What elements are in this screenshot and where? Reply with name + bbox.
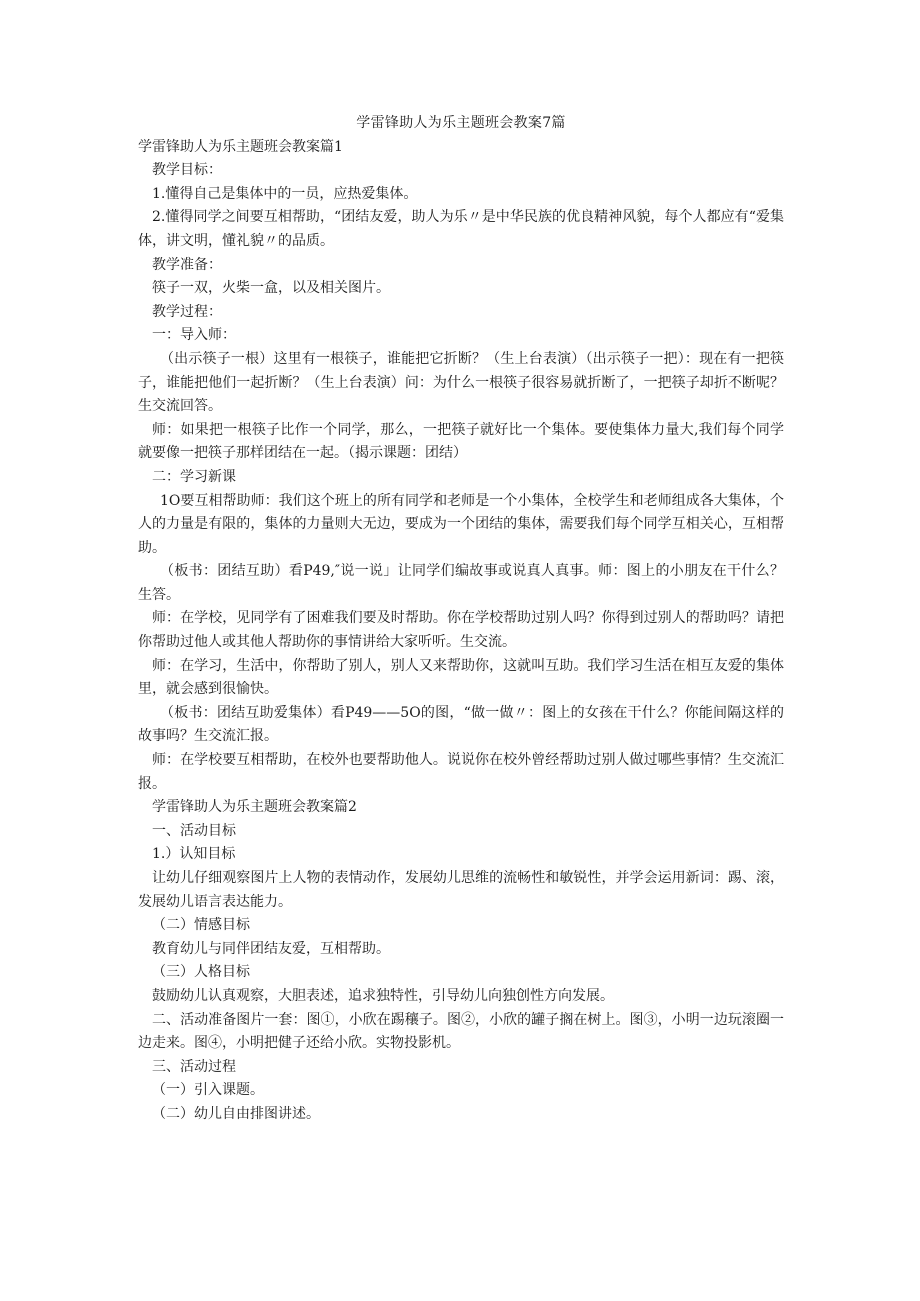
paragraph: （三）人格目标	[152, 964, 250, 981]
paragraph: 学雷锋助人为乐主题班会教案篇1	[138, 138, 343, 155]
paragraph: 教育幼儿与同伴团结友爱，互相帮助。	[152, 940, 390, 957]
paragraph: 师：在学习，生活中，你帮助了别人，别人又来帮助你，这就叫互助。我们学习生活在相互友爱的集体里，就会感到很愉快。	[138, 657, 784, 698]
paragraph: 教学目标：	[152, 162, 222, 179]
paragraph: （二）情感目标	[152, 917, 250, 934]
paragraph: 筷子一双，火柴一盒，以及相关图片。	[152, 280, 390, 297]
document-body	[138, 112, 784, 1127]
paragraph: 教学准备：	[152, 256, 222, 273]
paragraph: 2.懂得同学之间要互相帮助，“团结友爱，助人为乐〃是中华民族的优良精神风貌，每个人都应有“爱集体，讲文明，懂礼貌〃的品质。	[138, 209, 784, 249]
paragraph: 师：如果把一根筷子比作一个同学，那么，一把筷子就好比一个集体。要使集体力量大,我们每个同学就要像一把筷子那样团结在一起。（揭示课题：团结）	[138, 421, 784, 462]
paragraph: 鼓励幼儿认真观察，大胆表述，追求独特性，引导幼儿向独创性方向发展。	[152, 987, 614, 1004]
paragraph: 三、活动过程	[152, 1058, 236, 1075]
paragraph: （板书：团结互助爱集体）看P49——5O的图，“做一做〃：图上的女孩在干什么？你能间隔这样的故事吗？生交流汇报。	[138, 704, 784, 745]
paragraph: （板书：团结互助）看P49,″说一说」让同学们编故事或说真人真事。师：图上的小朋友在干什么？生答。	[138, 563, 784, 603]
paragraph: （一）引入课题。	[152, 1082, 264, 1099]
paragraph: 教学过程：	[152, 303, 222, 320]
paragraph: 1.懂得自己是集体中的一员，应热爱集体。	[152, 185, 418, 202]
section-heading: 学雷锋助人为乐主题班会教案篇2	[152, 799, 357, 816]
paragraph: 师：在学校要互相帮助，在校外也要帮助他人。说说你在校外曾经帮助过别人做过哪些事情？生交流汇报。	[138, 752, 784, 792]
paragraph: 让幼儿仔细观察图片上人物的表情动作，发展幼儿思维的流畅性和敏锐性，并学会运用新词：踢、滚，发展幼儿语言表达能力。	[138, 870, 784, 910]
paragraph: 一、活动目标	[152, 822, 236, 839]
paragraph: 一：导入师：	[152, 327, 236, 344]
paragraph: 二：学习新课	[152, 468, 236, 485]
paragraph: （二）幼儿自由排图讲述。	[152, 1105, 320, 1122]
paragraph: 二、活动准备图片一套：图①，小欣在踢穰子。图②，小欣的罐子搁在树上。图③，小明一边玩滚圈一边走来。图④，小明把健子还给小欣。实物投影机。	[138, 1011, 784, 1052]
paragraph: （出示筷子一根）这里有一根筷子，谁能把它折断？（生上台表演）（出示筷子一把）：现在有一把筷子，谁能把他们一起折断？（生上台表演）问：为什么一根筷子很容易就折断了，一把筷子却折不断呢？生交流回答。	[138, 350, 784, 415]
paragraph: 1.）认知目标	[152, 846, 236, 863]
paragraph: 师：在学校，见同学有了困难我们要及时帮助。你在学校帮助过别人吗？你得到过别人的帮助吗？请把你帮助过他人或其他人帮助你的事情讲给大家听听。生交流。	[138, 610, 784, 651]
document-title: 学雷锋助人为乐主题班会教案7篇	[356, 115, 566, 131]
paragraph: 1O要互相帮助师：我们这个班上的所有同学和老师是一个小集体，全校学生和老师组成各大集体，个人的力量是有限的，集体的力量则大无边，要成为一个团结的集体，需要我们每个同学互相关心，互相帮助。	[138, 492, 784, 556]
